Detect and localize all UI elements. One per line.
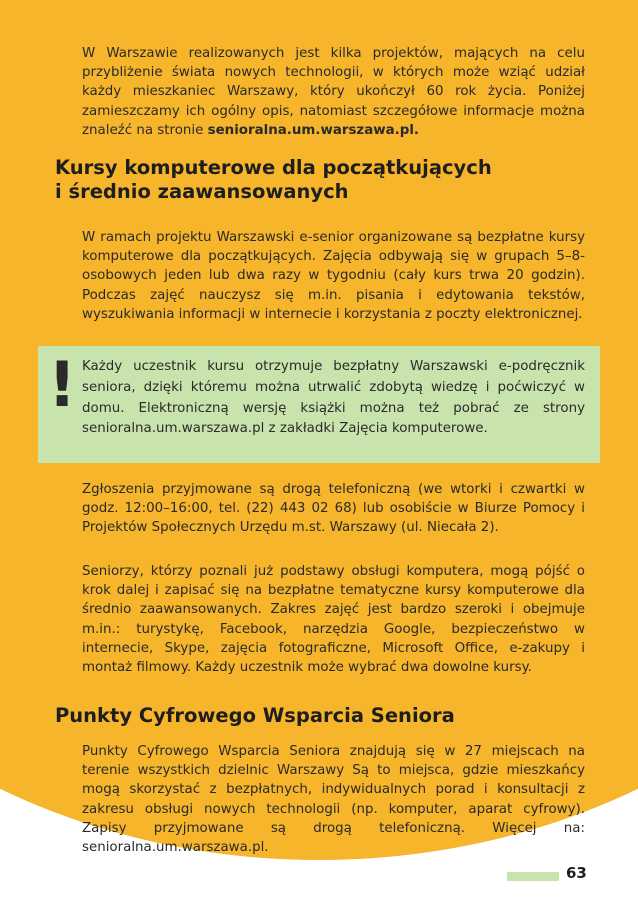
section2-paragraph: Punkty Cyfrowego Wsparcia Seniora znajdują się w 27 miejscach na terenie wszystkich dzielnic Warszawy Są to miejsca, gdzie mieszkańcy mogą skorzystać z bezpłatnych, indywidualnych porad i konsultacji z zakresu obsługi nowych technologii (np. komputer, aparat cyfrowy). Zapisy przyjmowane są drogą telefoniczną. Więcej na: senioralna.um.warszawa.pl. [82, 744, 585, 856]
section1-paragraph-2: Zgłoszenia przyjmowane są drogą telefoniczną (we wtorki i czwartki w godz. 12:00–16:00, tel. (22) 443 02 68) lub osobiście w Biurze Pomocy i Projektów Społecznych Urzędu m.st. Warszawy (ul. Niecała 2). [82, 482, 585, 536]
section1-heading [55, 156, 615, 204]
intro-paragraph [82, 44, 585, 140]
section1-heading-line2: i średnio zaawansowanych [55, 180, 349, 203]
section1-paragraph-1: W ramach projektu Warszawski e-senior organizowane są bezpłatne kursy komputerowe dla początkujących. Zajęcia odbywają się w grupach 5–8-osobowych jeden lub dwa razy w tygodniu (cały kurs trwa 20 godzin). Podczas zajęć nauczysz się m.in. pisania i edytowania tekstów, wyszukiwania informacji w internecie i korzystania z poczty elektronicznej. [82, 230, 585, 322]
intro-link[interactable]: senioralna.um.warszawa.pl. [207, 122, 420, 138]
callout-text: Każdy uczestnik kursu otrzymuje bezpłatny Warszawski e-podręcznik seniora, dzięki któremu można utrwalić zdobytą wiedzę i poćwiczyć w domu. Elektroniczną wersję książki można też pobrać ze strony senioralna.um.warszawa.pl z zakładki Zajęcia komputerowe. [82, 359, 585, 437]
exclamation-icon: ! [48, 348, 77, 421]
page-number-bar [507, 872, 559, 881]
page-number: 63 [566, 864, 587, 882]
section1-paragraph-3: Seniorzy, którzy poznali już podstawy obsługi komputera, mogą pójść o krok dalej i zapisać się na bezpłatne tematyczne kursy komputerowe dla średnio zaawansowanych. Zakres zajęć jest bardzo szeroki i obejmuje m.in.: turystykę, Facebook, narzędzia Google, bezpieczeństwo w internecie, Skype, zajęcia fotograficzne, Microsoft Office, e-zakupy i montaż filmowy. Każdy uczestnik może wybrać dwa dowolne kursy. [82, 564, 585, 676]
intro-text: W Warszawie realizowanych jest kilka projektów, mających na celu przybliżenie świata nowych technologii, w których może wziąć udział każdy mieszkaniec Warszawy, który ukończył 60 rok życia. Poniżej zamieszczamy ich ogólny opis, natomiast szczegółowe informacje można znaleźć na stronie [82, 46, 585, 138]
section1-heading-line1: Kursy komputerowe dla początkujących [55, 156, 492, 179]
section2-heading: Punkty Cyfrowego Wsparcia Seniora [55, 704, 455, 727]
